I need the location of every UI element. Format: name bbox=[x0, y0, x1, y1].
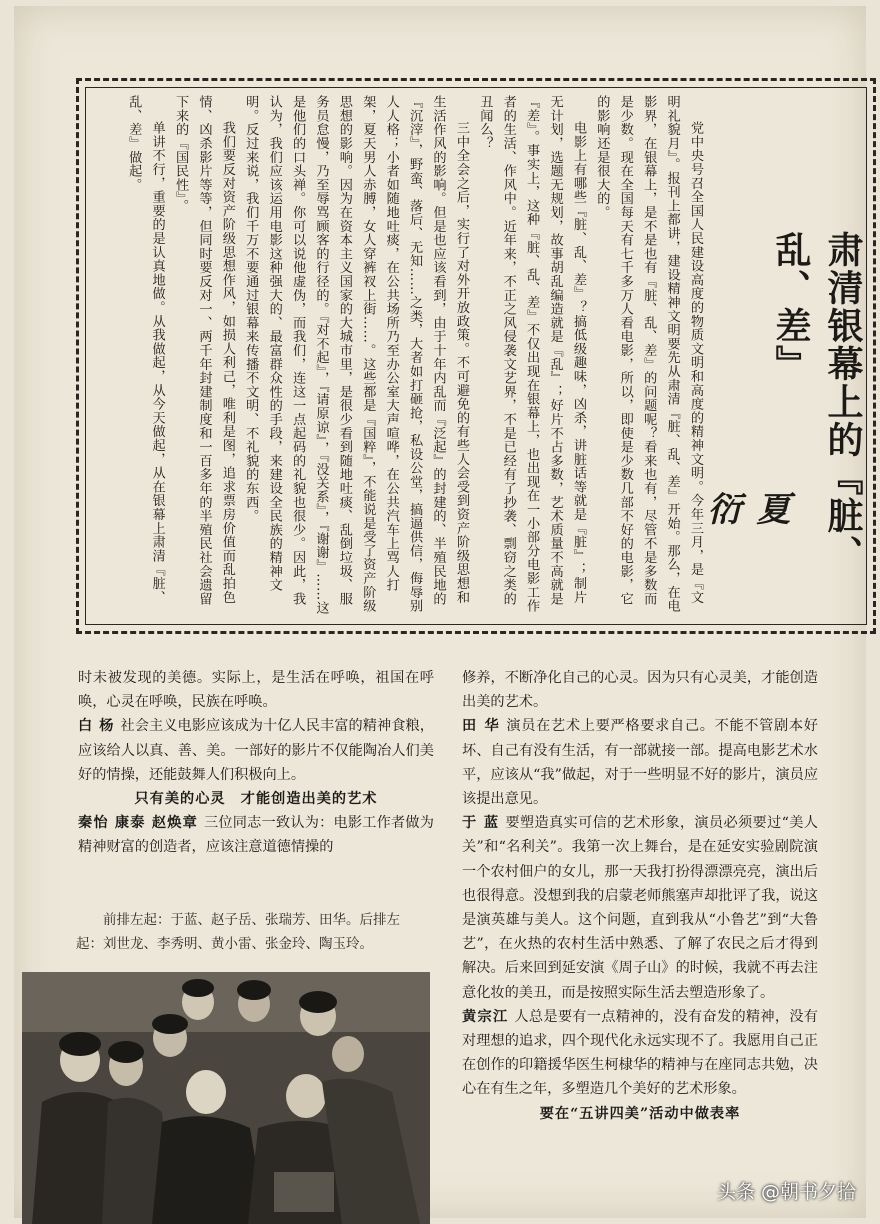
section-subheading: 要在“五讲四美”活动中做表率 bbox=[539, 1105, 741, 1122]
speech-block bbox=[78, 811, 434, 859]
article-body bbox=[93, 95, 707, 615]
article-paragraph: 三中全会之后，实行了对外开放政策。不可避免的有些人会受到资产阶级思想和生活作风的影响。但是也应该看到，由于十年内乱而『泛起』的封建的、半殖民地的『沉滓』，野蛮、落后、无知……之类，大者如打砸抢，私设公堂，搞逼供信，侮辱别人人格；小者如随地吐痰，在公共场所乃至办公室大声喧哗，在公共汽车上骂人打架，夏天男人赤膊，女人穿裤衩上街……。这些都是『国粹』，不能说是受了资产阶级思想的影响。因为在资本主义国家的大城市里，是很少看到随地吐痰、乱倒垃圾、服务员怠慢，乃至辱骂顾客的行径的。『对不起』，『请原谅』，『没关系』，『谢谢』……这是他们的口头禅。你可以说他虚伪，而我们，连这一点起码的礼貌也很少。因此，我认为，我们应该运用电影这种强大的、最富群众性的手段，来建设全民族的精神文明。反过来说，我们千万不要通过银幕来传播不文明、不礼貌的东西。 bbox=[243, 95, 469, 615]
caption-line: 前排左起：于蓝、赵子岳、张瑞芳、田华。后排左 bbox=[103, 912, 400, 928]
section-subheading: 只有美的心灵 才能创造出美的艺术 bbox=[134, 791, 378, 808]
speech-text: 要塑造真实可信的艺术形象，演员必须要过“美人关”和“名利关”。我第一次上舞台，是在延安实验剧院演一个农村佃户的女儿，那一天我打扮得漂漂亮亮，演出后也很得意。没想到我的启蒙老师熊塞声却批评了我，说这是演英雄与美人。这个问题，直到我从“小鲁艺”到“大鲁艺”，在火热的农村生活中熟悉、了解了农民之后才得到解决。后来回到延安演《周子山》的时候，我就不再去注意化妆的美丑，而是按照实际生活去塑造形象了。 bbox=[462, 815, 818, 1001]
speaker-name: 黄宗江 bbox=[462, 1008, 509, 1025]
photo-caption bbox=[76, 908, 436, 956]
caption-line: 起：刘世龙、李秀明、黄小雷、张金玲、陶玉玲。 bbox=[76, 936, 373, 952]
speech-block bbox=[462, 714, 818, 811]
group-photo bbox=[22, 972, 430, 1224]
article-box bbox=[76, 78, 876, 634]
right-intro: 修养，不断净化自己的心灵。因为只有心灵美，才能创造出美的艺术。 bbox=[462, 670, 818, 711]
magazine-page bbox=[14, 6, 866, 1218]
speech-text: 三位同志一致认为：电影工作者做为精神财富的创造者，应该注意道德情操的 bbox=[78, 815, 434, 856]
watermark: 头条 @朝书夕拾 bbox=[716, 1181, 856, 1203]
speaker-name: 于 蓝 bbox=[462, 815, 500, 832]
article-author-signature: 夏 衍 bbox=[701, 491, 790, 545]
speaker-name: 秦怡 康泰 赵焕章 bbox=[78, 815, 198, 832]
speaker-name: 田 华 bbox=[462, 718, 501, 735]
right-column bbox=[462, 666, 818, 1126]
article-paragraph: 电影上有哪些『脏、乱、差』？搞低级趣味，凶杀，讲脏话等就是『脏』；制片无计划，选题无规划，故事胡乱编造就是『乱』；好片不占多数，艺术质量不高就是『差』。事实上，这种『脏、乱、差』不仅出现在银幕上，也出现在一小部分电影工作者的生活、作风中。近年来，不正之风侵袭文艺界，不是已经有了抄袭、剽窃之类的丑闻么？ bbox=[477, 95, 586, 613]
article-paragraph: 党中央号召全国人民建设高度的物质文明和高度的精神文明。今年三月，是『文明礼貌月』。报刊上都讲，建设精神文明要先从肃清『脏、乱、差』开始。那么，在电影界，在银幕上，是不是也有『脏、乱、差』的问题呢？看来也有，尽管不是多数而是少数。现在全国每天有七千多万人看电影，所以，即使是少数几部不好的电影，它的影响还是很大的。 bbox=[594, 95, 703, 613]
speech-block bbox=[78, 714, 434, 787]
speech-text: 社会主义电影应该成为十亿人民丰富的精神食粮，应该给人以真、善、美。一部好的影片不仅能陶冶人们美好的情操，还能鼓舞人们积极向上。 bbox=[78, 718, 434, 783]
speech-text: 人总是要有一点精神的，没有奋发的精神，没有对理想的追求，四个现代化永远实现不了。我愿用自己正在创作的印籍援华医生柯棣华的精神与在座同志共勉，决心在有生之年，多塑造几个美好的艺术形象。 bbox=[462, 1008, 818, 1098]
left-column bbox=[78, 666, 434, 860]
speaker-name: 白 杨 bbox=[78, 718, 115, 735]
article-paragraph: 单讲不行，重要的是认真地做。从我做起，从今天做起，从在银幕上肃清『脏、乱、差』做起。 bbox=[126, 95, 165, 605]
left-intro: 时未被发现的美德。实际上，是生活在呼唤，祖国在呼唤，心灵在呼唤，民族在呼唤。 bbox=[78, 670, 434, 711]
article-title: 肃清银幕上的『脏、乱、差』 bbox=[770, 231, 864, 573]
article-paragraph: 我们要反对资产阶级思想作风，如损人利己，唯利是图，追求票房价值而乱拍色情、凶杀影片等等，但同时要反对一、两千年封建制度和一百多年的半殖民社会遗留下来的『国民性』。 bbox=[173, 95, 235, 606]
speech-block bbox=[462, 811, 818, 1005]
speech-block bbox=[462, 1005, 818, 1102]
speech-text: 演员在艺术上要严格要求自己。不能不管剧本好坏、自己有没有生活，有一部就接一部。提高电影艺术水平，应该从“我”做起，对于一些明显不好的影片，演员应该提出意见。 bbox=[462, 718, 818, 808]
group-photo-illustration bbox=[22, 972, 430, 1224]
